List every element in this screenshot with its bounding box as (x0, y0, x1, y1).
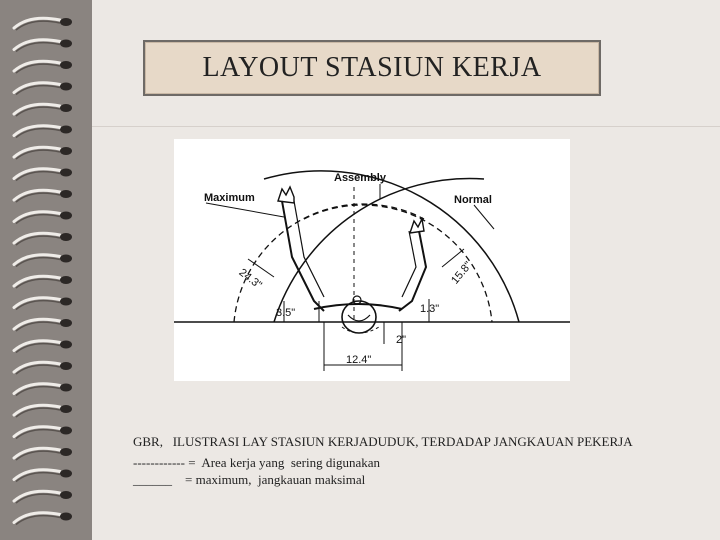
normal-pointer (474, 205, 494, 229)
workstation-figure (174, 139, 570, 381)
binding-ring (14, 427, 72, 439)
left-arm-outline (294, 201, 324, 297)
binding-ring (14, 491, 72, 503)
caption-line-2: ------------ = Area kerja yang sering digunakan (133, 455, 380, 470)
label-maximum: Maximum (204, 192, 255, 204)
page-title: LAYOUT STASIUN KERJA (202, 52, 542, 83)
binding-ring (14, 470, 72, 482)
binding-ring (14, 233, 72, 245)
binding-ring (14, 513, 72, 525)
label-width: 12.4" (346, 354, 372, 366)
spiral-binding (0, 0, 92, 540)
binding-ring (14, 104, 72, 116)
binding-ring (14, 40, 72, 52)
reach-diagram (174, 139, 570, 381)
right-arm-outline (402, 231, 416, 297)
binding-ring (14, 190, 72, 202)
binding-ring (14, 298, 72, 310)
binding-ring (14, 362, 72, 374)
maximum-pointer (206, 203, 284, 217)
normal-arc-left (234, 204, 424, 322)
binding-ring (14, 61, 72, 73)
label-reach-normal: 15.8" (449, 259, 475, 287)
max-arc-left (274, 178, 484, 322)
binding-ring (14, 18, 72, 30)
label-reach-max: 24.3" (236, 266, 264, 292)
binding-ring (14, 169, 72, 181)
spiral-rings (0, 0, 92, 540)
binding-ring (14, 83, 72, 95)
caption-line-3: ______ = maximum, jangkauan maksimal (133, 472, 366, 487)
right-hand (410, 219, 424, 233)
label-offset-left: 3.5" (276, 307, 296, 319)
binding-ring (14, 341, 72, 353)
binding-ring (14, 255, 72, 267)
divider-line (92, 126, 720, 127)
head (342, 301, 376, 333)
binding-ring (14, 212, 72, 224)
left-arm (282, 201, 324, 311)
binding-ring (14, 276, 72, 288)
binding-ring (14, 126, 72, 138)
face-detail (348, 315, 370, 321)
label-normal: Normal (454, 194, 492, 206)
binding-ring (14, 147, 72, 159)
left-hand (278, 187, 294, 203)
binding-ring (14, 448, 72, 460)
label-offset-right: 1.3" (420, 303, 440, 315)
caption-line-1: GBR, ILUSTRASI LAY STASIUN KERJADUDUK, TERDADAP JANGKAUAN PEKERJA (133, 434, 633, 449)
label-assembly: Assembly (334, 172, 386, 184)
binding-ring (14, 319, 72, 331)
binding-ring (14, 405, 72, 417)
binding-ring (14, 384, 72, 396)
label-depth: 2" (396, 334, 407, 346)
title-box (143, 40, 601, 96)
right-arm (399, 231, 426, 311)
shoulders (314, 304, 402, 309)
